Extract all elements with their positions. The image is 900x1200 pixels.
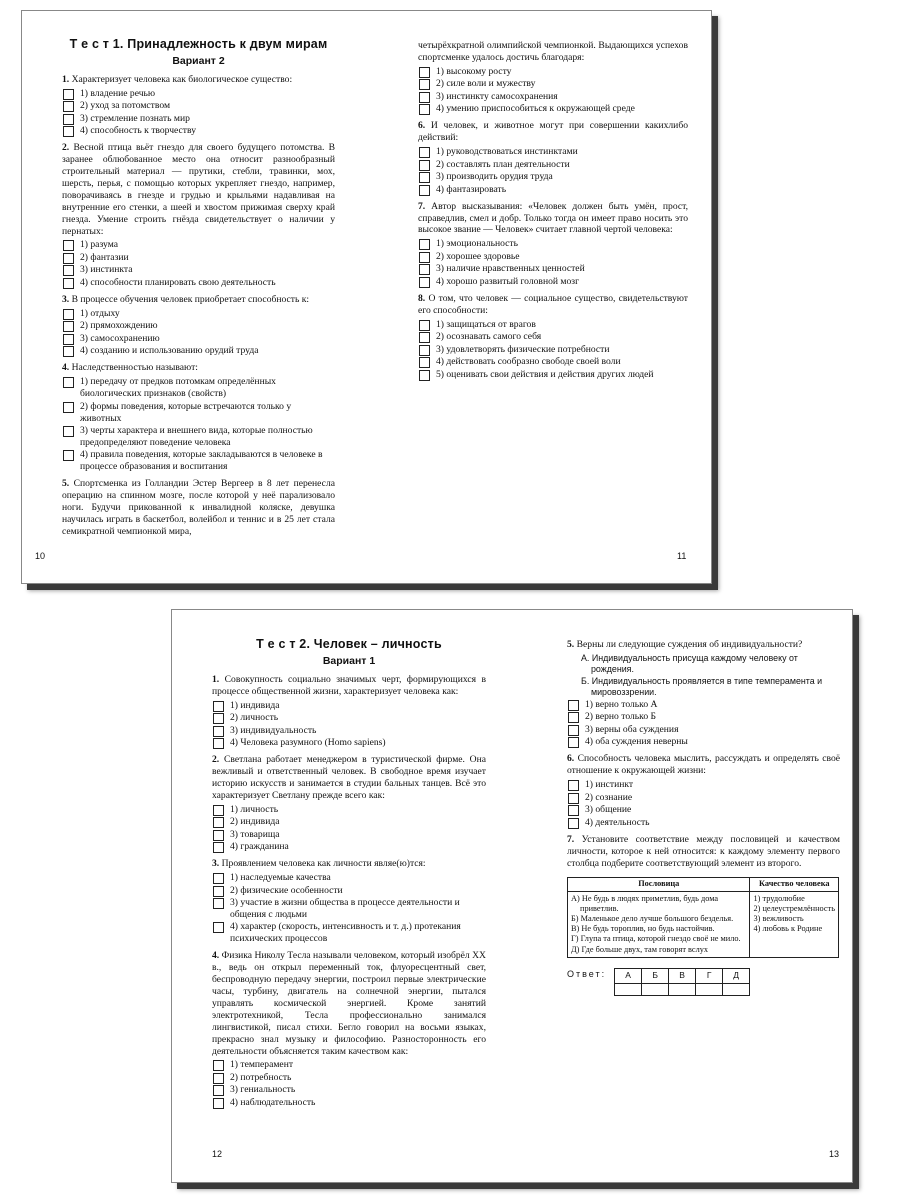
- answer-option: [418, 251, 688, 263]
- answer-option: [212, 1084, 486, 1096]
- option-label: 3) товарища: [230, 828, 280, 840]
- question-body: О том, что человек — социальное существо, свидетельствуют его способности:: [418, 292, 688, 316]
- answer-entry-cell[interactable]: [669, 983, 696, 995]
- answer-option: [418, 78, 688, 90]
- answer-option: [418, 263, 688, 275]
- book-spread-pages-10-11: [21, 10, 712, 584]
- answer-checkbox[interactable]: [419, 239, 430, 250]
- option-label: 4) правила поведения, которые закладываются в человеке в процессе образования и воспитания: [80, 449, 323, 473]
- question-body: Автор высказывания: «Человек должен быть умён, прост, справедлив, смел и добр. Только тогда он имеет право носить это высокое звание — Человек» считает главной чертой человека:: [418, 200, 688, 236]
- answer-checkbox[interactable]: [568, 818, 579, 829]
- answer-option: [212, 921, 486, 945]
- page-number-13: 13: [829, 1149, 840, 1159]
- question-text: [418, 120, 688, 144]
- answer-letter: А: [615, 968, 642, 983]
- option-label: 3) стремление познать мир: [80, 112, 190, 124]
- question-text: [62, 294, 335, 306]
- answer-entry-cell[interactable]: [615, 983, 642, 995]
- option-label: 2) силе воли и мужеству: [436, 78, 536, 90]
- question-number: 2.: [212, 754, 220, 766]
- answer-grid: [614, 968, 750, 996]
- answer-checkbox[interactable]: [419, 252, 430, 263]
- answer-option: [62, 308, 335, 320]
- answer-option: [62, 88, 335, 100]
- answer-option: [62, 449, 335, 473]
- judgement-statement: Б. Индивидуальность проявляется в типе темперамента и мировоззрении.: [581, 675, 823, 697]
- answer-option: [62, 345, 335, 357]
- option-label: 2) верно только Б: [585, 711, 657, 723]
- question-number: 4.: [62, 362, 70, 374]
- option-label: 3) участие в жизни общества в процессе деятельности и общения с людьми: [230, 897, 460, 921]
- question-continuation: [418, 40, 688, 115]
- answer-checkbox[interactable]: [419, 92, 430, 103]
- option-label: 1) эмоциональность: [436, 238, 518, 250]
- answer-checkbox[interactable]: [63, 278, 74, 289]
- answer-letter: Г: [696, 968, 723, 983]
- answer-option: [62, 425, 335, 449]
- option-label: 2) потребность: [230, 1071, 292, 1083]
- answer-option: [418, 146, 688, 158]
- option-label: 4) деятельность: [585, 816, 650, 828]
- question-text: [62, 142, 335, 237]
- answer-checkbox[interactable]: [63, 321, 74, 332]
- answer-option: [418, 171, 688, 183]
- answer-option: [212, 737, 486, 749]
- answer-option: [62, 252, 335, 264]
- question-text: [418, 201, 688, 237]
- question-text: [567, 753, 840, 777]
- proverb-item: Г) Глупа та птица, которой гнездо своё не мило.: [571, 934, 741, 944]
- option-label: 4) созданию и использованию орудий труда: [80, 345, 259, 357]
- answer-option: [212, 1097, 486, 1109]
- option-label: 1) личность: [230, 803, 279, 815]
- option-label: 4) наблюдательность: [230, 1096, 316, 1108]
- answer-checkbox[interactable]: [63, 377, 74, 388]
- option-label: 5) оценивать свои действия и действия других людей: [436, 368, 654, 380]
- answer-option: [418, 344, 688, 356]
- question-body: В процессе обучения человек приобретает способность к:: [71, 293, 310, 305]
- option-label: 3) инстинкта: [80, 264, 133, 276]
- page-12-column: [212, 639, 486, 1114]
- answer-checkbox[interactable]: [419, 172, 430, 183]
- question: [62, 362, 335, 473]
- option-label: 2) осознавать самого себя: [436, 331, 542, 343]
- test-title: Т е с т 1. Принадлежность к двум мирам: [69, 37, 328, 51]
- option-label: 4) хорошо развитый головной мозг: [436, 275, 580, 287]
- answer-option: [62, 277, 335, 289]
- answer-checkbox[interactable]: [419, 147, 430, 158]
- option-label: 2) индивида: [230, 816, 280, 828]
- answer-option: [418, 184, 688, 196]
- answer-checkbox[interactable]: [63, 126, 74, 137]
- option-label: 3) производить орудия труда: [436, 171, 553, 183]
- answer-option: [212, 897, 486, 921]
- answer-option: [212, 1072, 486, 1084]
- answer-checkbox[interactable]: [213, 842, 224, 853]
- option-label: 2) прямохождению: [80, 320, 158, 332]
- question-number: 6.: [567, 753, 575, 765]
- question-body: Характеризует человека как биологическое существо:: [71, 73, 293, 85]
- option-label: 1) темперамент: [230, 1059, 294, 1071]
- answer-letter: В: [669, 968, 696, 983]
- answer-letter: Б: [642, 968, 669, 983]
- question-body: Способность человека мыслить, рассуждать и определять своё отношение к окружающей жизни:: [567, 753, 840, 777]
- proverb-item: Б) Маленькое дело лучше большого безделья.: [571, 914, 734, 924]
- option-label: 3) гениальность: [230, 1084, 296, 1096]
- answer-checkbox[interactable]: [63, 334, 74, 345]
- option-label: 3) черты характера и внешнего вида, которые полностью предопределяют поведение человека: [80, 424, 313, 448]
- qualities-cell: [750, 891, 839, 957]
- option-label: 2) формы поведения, которые встречаются только у животных: [80, 400, 292, 424]
- question: [62, 74, 335, 137]
- question-body: Весной птица вьёт гнездо для своего будущего потомства. В заранее облюбованное место она относит разнообразный строительный материал — прутики, стебли, травинки, мох, шерсть, перья, с помощью которых укрепляет гнездо, например, поворачиваясь в гнезде и грудью и крыльями надавливая на внутренние его стенки, а шеей и хвостом прижимая сверху край гнезда. Умение строить гнёзда свидетельствует о наличии у пернатых:: [62, 142, 335, 237]
- question-text: [567, 639, 840, 651]
- answer-option: [567, 724, 840, 736]
- answer-checkbox[interactable]: [419, 320, 430, 331]
- question-text: [418, 293, 688, 317]
- table-header: Качество человека: [750, 878, 839, 891]
- question: [567, 639, 840, 748]
- option-label: 3) наличие нравственных ценностей: [436, 263, 585, 275]
- page-10-column: [62, 39, 335, 543]
- answer-checkbox[interactable]: [213, 830, 224, 841]
- answer-letter: Д: [723, 968, 750, 983]
- option-label: 3) верны оба суждения: [585, 723, 679, 735]
- answer-checkbox[interactable]: [419, 79, 430, 90]
- answer-checkbox[interactable]: [63, 426, 74, 437]
- question-number: 5.: [62, 478, 70, 490]
- question: [212, 754, 486, 853]
- answer-option: [212, 885, 486, 897]
- answer-option: [418, 91, 688, 103]
- answer-checkbox[interactable]: [419, 67, 430, 78]
- answer-checkbox[interactable]: [213, 805, 224, 816]
- option-label: 1) индивида: [230, 699, 280, 711]
- question-body: Физика Николу Тесла называли человеком, который изобрёл XX в., ведь он открыл переменный ток, флуоресцентный свет, беспроводную передачу энергии, построил первые электрические часы, турбину, двигатель на солнечной энергии, пытался управлять космической энергией. Кроме занятий электротехникой, Тесла профессионально занимался лингвистикой, писал стихи. Бегло говорил на восьми языках, прекрасно знал музыку и философию. Разносторонность его деятельности объясняется таким качеством как:: [212, 950, 486, 1057]
- option-label: 4) характер (скорость, интенсивность и т. д.) протекания психических процессов: [230, 921, 461, 945]
- quality-item: 3) вежливость: [753, 914, 804, 924]
- table-header: Пословица: [568, 878, 750, 891]
- answer-checkbox[interactable]: [213, 701, 224, 712]
- answer-option: [212, 816, 486, 828]
- question-number: 6.: [418, 120, 426, 132]
- option-label: 2) уход за потомством: [80, 100, 171, 112]
- answer-checkbox[interactable]: [63, 265, 74, 276]
- question: [418, 120, 688, 195]
- question: [212, 950, 486, 1109]
- answer-option: [62, 113, 335, 125]
- answer-option: [212, 712, 486, 724]
- answer-checkbox[interactable]: [213, 726, 224, 737]
- option-label: 2) сознание: [585, 791, 633, 803]
- question-number: 1.: [212, 673, 220, 685]
- answer-label: Ответ:: [567, 968, 607, 979]
- answer-option: [418, 159, 688, 171]
- answer-option: [567, 779, 840, 791]
- question-number: 7.: [418, 200, 426, 212]
- answer-checkbox[interactable]: [63, 402, 74, 413]
- answer-option: [212, 1059, 486, 1071]
- option-label: 3) инстинкту самосохранения: [436, 90, 558, 102]
- option-label: 4) умению приспособиться к окружающей среде: [436, 103, 635, 115]
- answer-block: [567, 968, 840, 996]
- answer-checkbox[interactable]: [213, 1085, 224, 1096]
- answer-checkbox[interactable]: [213, 713, 224, 724]
- question: [418, 201, 688, 288]
- answer-checkbox[interactable]: [63, 346, 74, 357]
- question: [62, 478, 335, 538]
- question-body: Светлана работает менеджером в туристической фирме. Она вежливый и ответственный человек. В свободное время изучает историю искусств и занимается в студии бальных танцев. Всё это характеризует Светлану прежде всего как:: [212, 754, 486, 801]
- question-body: Наследственностью называют:: [71, 362, 198, 374]
- option-label: 1) передачу от предков потомкам определённых биологических признаков (свойств): [80, 376, 276, 400]
- question-text: [212, 950, 486, 1057]
- question-number: 1.: [62, 73, 70, 85]
- answer-option: [62, 320, 335, 332]
- option-label: 2) физические особенности: [230, 884, 343, 896]
- option-label: 4) фантазировать: [436, 183, 507, 195]
- answer-checkbox[interactable]: [568, 793, 579, 804]
- option-label: 4) оба суждения неверны: [585, 736, 688, 748]
- option-label: 3) самосохранению: [80, 332, 160, 344]
- question-body: четырёхкратной олимпийской чемпионкой. Выдающихся успехов спортсменке удалось достичь благодаря:: [418, 40, 688, 63]
- answer-option: [62, 376, 335, 400]
- answer-option: [62, 239, 335, 251]
- answer-option: [212, 804, 486, 816]
- answer-checkbox[interactable]: [213, 1060, 224, 1071]
- question-body: И человек, и животное могут при совершении какихлибо действий:: [418, 120, 688, 144]
- option-label: 1) отдыху: [80, 307, 120, 319]
- book-spread-pages-12-13: [171, 609, 853, 1183]
- question-number: 8.: [418, 292, 426, 304]
- option-label: 4) действовать сообразно свободе своей воли: [436, 356, 621, 368]
- answer-checkbox[interactable]: [63, 101, 74, 112]
- answer-option: [418, 331, 688, 343]
- answer-checkbox[interactable]: [63, 89, 74, 100]
- answer-checkbox[interactable]: [213, 898, 224, 909]
- question-text: [62, 362, 335, 374]
- question-body: Установите соответствие между пословицей и качеством личности, которое к ней относится: к каждому элементу первого столбца подберите соответствующий элемент из второго.: [567, 833, 840, 869]
- answer-entry-cell[interactable]: [696, 983, 723, 995]
- question: [212, 858, 486, 945]
- answer-option: [62, 401, 335, 425]
- judgement-statement: А. Индивидуальность присуща каждому человеку от рождения.: [581, 652, 798, 674]
- answer-option: [567, 699, 840, 711]
- answer-option: [418, 369, 688, 381]
- question-body: Спортсменка из Голландии Эстер Вергеер в 8 лет перенесла операцию на спинном мозге, после которой у неё парализовало ноги. Будучи прикованной к инвалидной коляске, девушка научилась играть в баскетбол, волейбол и теннис и в 25 лет стала семикратной чемпионкой мира,: [62, 478, 335, 537]
- answer-option: [418, 103, 688, 115]
- answer-checkbox[interactable]: [213, 873, 224, 884]
- question-text: [212, 858, 486, 870]
- answer-option: [62, 264, 335, 276]
- answer-checkbox[interactable]: [213, 1098, 224, 1109]
- answer-option: [567, 736, 840, 748]
- question: [62, 294, 335, 357]
- matching-table: [567, 877, 839, 957]
- question-number: 3.: [62, 293, 70, 305]
- answer-checkbox[interactable]: [63, 114, 74, 125]
- option-label: 2) составлять план деятельности: [436, 158, 570, 170]
- answer-checkbox[interactable]: [213, 886, 224, 897]
- option-label: 1) защищаться от врагов: [436, 318, 536, 330]
- answer-option: [212, 725, 486, 737]
- question-text: [212, 674, 486, 698]
- variant-heading: Вариант 1: [322, 654, 376, 667]
- answer-checkbox[interactable]: [419, 370, 430, 381]
- answer-option: [418, 66, 688, 78]
- question-text: [212, 754, 486, 802]
- question-number: 2.: [62, 142, 70, 154]
- test-title: Т е с т 2. Человек – личность: [256, 637, 442, 651]
- question-body: Верны ли следующие суждения об индивидуальности?: [576, 639, 803, 650]
- answer-option: [567, 817, 840, 829]
- answer-option: [567, 792, 840, 804]
- answer-checkbox[interactable]: [419, 185, 430, 196]
- option-label: 2) личность: [230, 712, 279, 724]
- variant-heading: Вариант 2: [172, 54, 225, 67]
- answer-checkbox[interactable]: [419, 277, 430, 288]
- answer-checkbox[interactable]: [213, 738, 224, 749]
- answer-checkbox[interactable]: [63, 309, 74, 320]
- quality-item: 2) целеустремлённость: [753, 903, 835, 913]
- option-label: 1) владение речью: [80, 87, 156, 99]
- answer-checkbox[interactable]: [213, 817, 224, 828]
- answer-checkbox[interactable]: [568, 725, 579, 736]
- answer-option: [212, 829, 486, 841]
- answer-checkbox[interactable]: [419, 332, 430, 343]
- answer-option: [62, 125, 335, 137]
- answer-checkbox[interactable]: [213, 1073, 224, 1084]
- answer-option: [62, 100, 335, 112]
- question-body: Совокупность социально значимых черт, формирующихся в процессе общественной жизни, характеризует человека как:: [212, 673, 486, 697]
- option-label: 1) руководствоваться инстинктами: [436, 146, 578, 158]
- answer-checkbox[interactable]: [213, 922, 224, 933]
- proverbs-cell: [568, 891, 750, 957]
- option-label: 4) способности планировать свою деятельность: [80, 276, 276, 288]
- option-label: 4) Человека разумного (Homo sapiens): [230, 737, 386, 749]
- answer-checkbox[interactable]: [419, 345, 430, 356]
- option-label: 1) инстинкт: [585, 779, 634, 791]
- option-label: 1) высокому росту: [436, 65, 512, 77]
- answer-checkbox[interactable]: [568, 780, 579, 791]
- option-label: 1) верно только А: [585, 698, 658, 710]
- option-label: 4) способность к творчеству: [80, 125, 196, 137]
- answer-entry-cell[interactable]: [642, 983, 669, 995]
- answer-option: [567, 711, 840, 723]
- quality-item: 1) трудолюбие: [753, 893, 805, 903]
- option-label: 4) гражданина: [230, 841, 289, 853]
- answer-checkbox[interactable]: [419, 264, 430, 275]
- proverb-item: В) Не будь тороплив, но будь настойчив.: [571, 924, 715, 934]
- proverb-item: А) Не будь в людях приметлив, будь дома приветлив.: [571, 893, 719, 913]
- option-label: 3) индивидуальность: [230, 724, 317, 736]
- proverb-item: Д) Где больше двух, там говорят вслух: [571, 944, 709, 954]
- option-label: 3) удовлетворять физические потребности: [436, 343, 610, 355]
- page-number-10: 10: [35, 551, 46, 561]
- answer-checkbox[interactable]: [63, 253, 74, 264]
- option-label: 2) хорошее здоровье: [436, 250, 520, 262]
- question-text: [62, 478, 335, 538]
- option-label: 1) разума: [80, 239, 118, 251]
- page-13-column: [567, 639, 840, 1001]
- question-text: [567, 834, 840, 870]
- page-number-12: 12: [212, 1149, 223, 1159]
- question-text: [62, 74, 335, 86]
- page-11-column: [418, 40, 688, 386]
- answer-option: [62, 333, 335, 345]
- answer-option: [567, 804, 840, 816]
- answer-option: [418, 319, 688, 331]
- answer-option: [212, 700, 486, 712]
- answer-option: [418, 356, 688, 368]
- question-number: 3.: [212, 858, 220, 870]
- page-number-11: 11: [677, 551, 687, 561]
- answer-checkbox[interactable]: [419, 104, 430, 115]
- question-number: 7.: [567, 833, 575, 845]
- answer-checkbox[interactable]: [419, 357, 430, 368]
- question: [212, 674, 486, 749]
- option-label: 2) фантазии: [80, 251, 129, 263]
- option-label: 3) общение: [585, 804, 632, 816]
- answer-option: [212, 872, 486, 884]
- answer-checkbox[interactable]: [63, 240, 74, 251]
- question-number: 4.: [212, 950, 220, 962]
- answer-option: [212, 841, 486, 853]
- quality-item: 4) любовь к Родине: [753, 924, 823, 934]
- option-label: 1) наследуемые качества: [230, 872, 331, 884]
- question: [567, 834, 840, 996]
- answer-checkbox[interactable]: [419, 160, 430, 171]
- answer-checkbox[interactable]: [568, 700, 579, 711]
- answer-entry-cell[interactable]: [723, 983, 750, 995]
- answer-checkbox[interactable]: [568, 805, 579, 816]
- question: [567, 753, 840, 828]
- question-number: 5.: [567, 639, 575, 650]
- answer-option: [418, 276, 688, 288]
- question: [62, 142, 335, 289]
- question-body: Проявлением человека как личности являе(ю)тся:: [221, 858, 426, 870]
- answer-checkbox[interactable]: [568, 737, 579, 748]
- answer-option: [418, 238, 688, 250]
- question: [418, 293, 688, 381]
- answer-checkbox[interactable]: [568, 712, 579, 723]
- answer-checkbox[interactable]: [63, 450, 74, 461]
